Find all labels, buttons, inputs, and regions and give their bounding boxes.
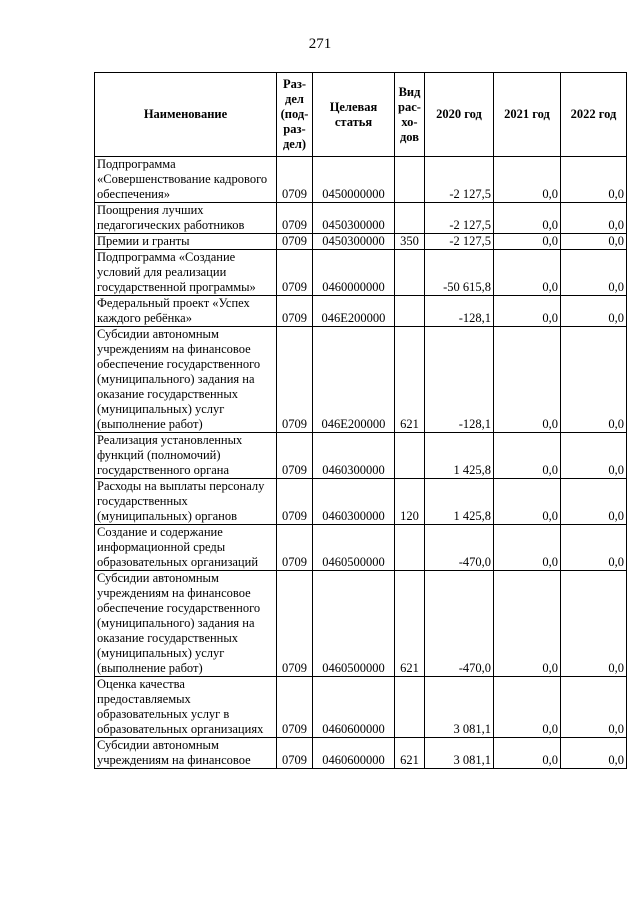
cell-razdel: 0709	[277, 525, 313, 571]
cell-y2021: 0,0	[494, 677, 561, 738]
budget-table	[94, 72, 627, 769]
cell-razdel: 0709	[277, 296, 313, 327]
cell-y2021: 0,0	[494, 525, 561, 571]
table-row	[95, 525, 627, 571]
cell-y2022: 0,0	[561, 677, 627, 738]
cell-name: Расходы на выплаты персоналу государственных (муниципальных) органов	[95, 479, 277, 525]
cell-y2022: 0,0	[561, 433, 627, 479]
cell-name: Подпрограмма «Совершенствование кадрового обеспечения»	[95, 157, 277, 203]
cell-y2021: 0,0	[494, 157, 561, 203]
cell-y2020: 1 425,8	[425, 479, 494, 525]
cell-y2021: 0,0	[494, 234, 561, 250]
cell-name: Субсидии автономным учреждениям на финансовое обеспечение государственного (муниципального) задания на оказание государственных (муниципальных) услуг (выполнение работ)	[95, 327, 277, 433]
cell-name: Премии и гранты	[95, 234, 277, 250]
table-row	[95, 250, 627, 296]
cell-statya: 0450300000	[313, 234, 395, 250]
cell-y2022: 0,0	[561, 525, 627, 571]
cell-razdel: 0709	[277, 433, 313, 479]
cell-statya: 0460600000	[313, 677, 395, 738]
header-statya: Целевая статья	[313, 73, 395, 157]
cell-razdel: 0709	[277, 738, 313, 769]
cell-razdel: 0709	[277, 250, 313, 296]
cell-y2021: 0,0	[494, 203, 561, 234]
cell-name: Поощрения лучших педагогических работников	[95, 203, 277, 234]
page-number: 271	[308, 36, 332, 52]
cell-razdel: 0709	[277, 327, 313, 433]
cell-y2021: 0,0	[494, 250, 561, 296]
cell-vid	[395, 250, 425, 296]
cell-y2022: 0,0	[561, 296, 627, 327]
cell-vid	[395, 203, 425, 234]
table-row	[95, 433, 627, 479]
table-row	[95, 234, 627, 250]
cell-razdel: 0709	[277, 677, 313, 738]
cell-y2020: -2 127,5	[425, 234, 494, 250]
cell-vid	[395, 296, 425, 327]
table-header-row	[95, 73, 627, 157]
cell-y2020: -128,1	[425, 327, 494, 433]
cell-y2022: 0,0	[561, 203, 627, 234]
cell-y2021: 0,0	[494, 433, 561, 479]
cell-name: Реализация установленных функций (полномочий) государственного органа	[95, 433, 277, 479]
cell-vid	[395, 525, 425, 571]
header-2022: 2022 год	[561, 73, 627, 157]
cell-vid	[395, 433, 425, 479]
cell-y2022: 0,0	[561, 479, 627, 525]
cell-vid: 120	[395, 479, 425, 525]
cell-y2022: 0,0	[561, 738, 627, 769]
cell-y2021: 0,0	[494, 571, 561, 677]
cell-name: Оценка качества предоставляемых образовательных услуг в образовательных организациях	[95, 677, 277, 738]
cell-name: Подпрограмма «Создание условий для реализации государственной программы»	[95, 250, 277, 296]
cell-statya: 046E200000	[313, 296, 395, 327]
cell-statya: 0460000000	[313, 250, 395, 296]
cell-name: Создание и содержание информационной среды образовательных организаций	[95, 525, 277, 571]
cell-statya: 0460500000	[313, 525, 395, 571]
cell-y2020: 1 425,8	[425, 433, 494, 479]
header-name: Наименование	[95, 73, 277, 157]
cell-y2021: 0,0	[494, 296, 561, 327]
cell-y2020: -2 127,5	[425, 203, 494, 234]
table-row	[95, 327, 627, 433]
cell-razdel: 0709	[277, 479, 313, 525]
table-row	[95, 157, 627, 203]
cell-y2022: 0,0	[561, 234, 627, 250]
cell-y2021: 0,0	[494, 327, 561, 433]
cell-name: Субсидии автономным учреждениям на финансовое	[95, 738, 277, 769]
cell-y2020: -470,0	[425, 571, 494, 677]
cell-razdel: 0709	[277, 234, 313, 250]
cell-vid	[395, 677, 425, 738]
cell-y2022: 0,0	[561, 571, 627, 677]
cell-y2020: -470,0	[425, 525, 494, 571]
cell-y2022: 0,0	[561, 327, 627, 433]
cell-statya: 0450300000	[313, 203, 395, 234]
cell-name: Субсидии автономным учреждениям на финансовое обеспечение государственного (муниципального) задания на оказание государственных (муниципальных) услуг (выполнение работ)	[95, 571, 277, 677]
cell-razdel: 0709	[277, 203, 313, 234]
table-row	[95, 738, 627, 769]
cell-statya: 0460500000	[313, 571, 395, 677]
cell-y2021: 0,0	[494, 479, 561, 525]
header-razdel: Раз- дел (под- раз- дел)	[277, 73, 313, 157]
cell-y2020: -50 615,8	[425, 250, 494, 296]
cell-vid: 621	[395, 738, 425, 769]
cell-razdel: 0709	[277, 571, 313, 677]
cell-statya: 0460600000	[313, 738, 395, 769]
cell-vid: 621	[395, 571, 425, 677]
header-2020: 2020 год	[425, 73, 494, 157]
table-row	[95, 479, 627, 525]
cell-statya: 0460300000	[313, 479, 395, 525]
cell-y2021: 0,0	[494, 738, 561, 769]
cell-name: Федеральный проект «Успех каждого ребёнка»	[95, 296, 277, 327]
cell-y2020: 3 081,1	[425, 677, 494, 738]
header-vid: Вид рас- хо- дов	[395, 73, 425, 157]
cell-y2020: -2 127,5	[425, 157, 494, 203]
table-row	[95, 203, 627, 234]
header-2021: 2021 год	[494, 73, 561, 157]
cell-y2020: 3 081,1	[425, 738, 494, 769]
cell-y2022: 0,0	[561, 250, 627, 296]
cell-vid: 350	[395, 234, 425, 250]
cell-vid: 621	[395, 327, 425, 433]
cell-vid	[395, 157, 425, 203]
table-row	[95, 677, 627, 738]
cell-statya: 046E200000	[313, 327, 395, 433]
cell-statya: 0460300000	[313, 433, 395, 479]
cell-y2022: 0,0	[561, 157, 627, 203]
table-row	[95, 571, 627, 677]
cell-y2020: -128,1	[425, 296, 494, 327]
cell-razdel: 0709	[277, 157, 313, 203]
cell-statya: 0450000000	[313, 157, 395, 203]
table-row	[95, 296, 627, 327]
